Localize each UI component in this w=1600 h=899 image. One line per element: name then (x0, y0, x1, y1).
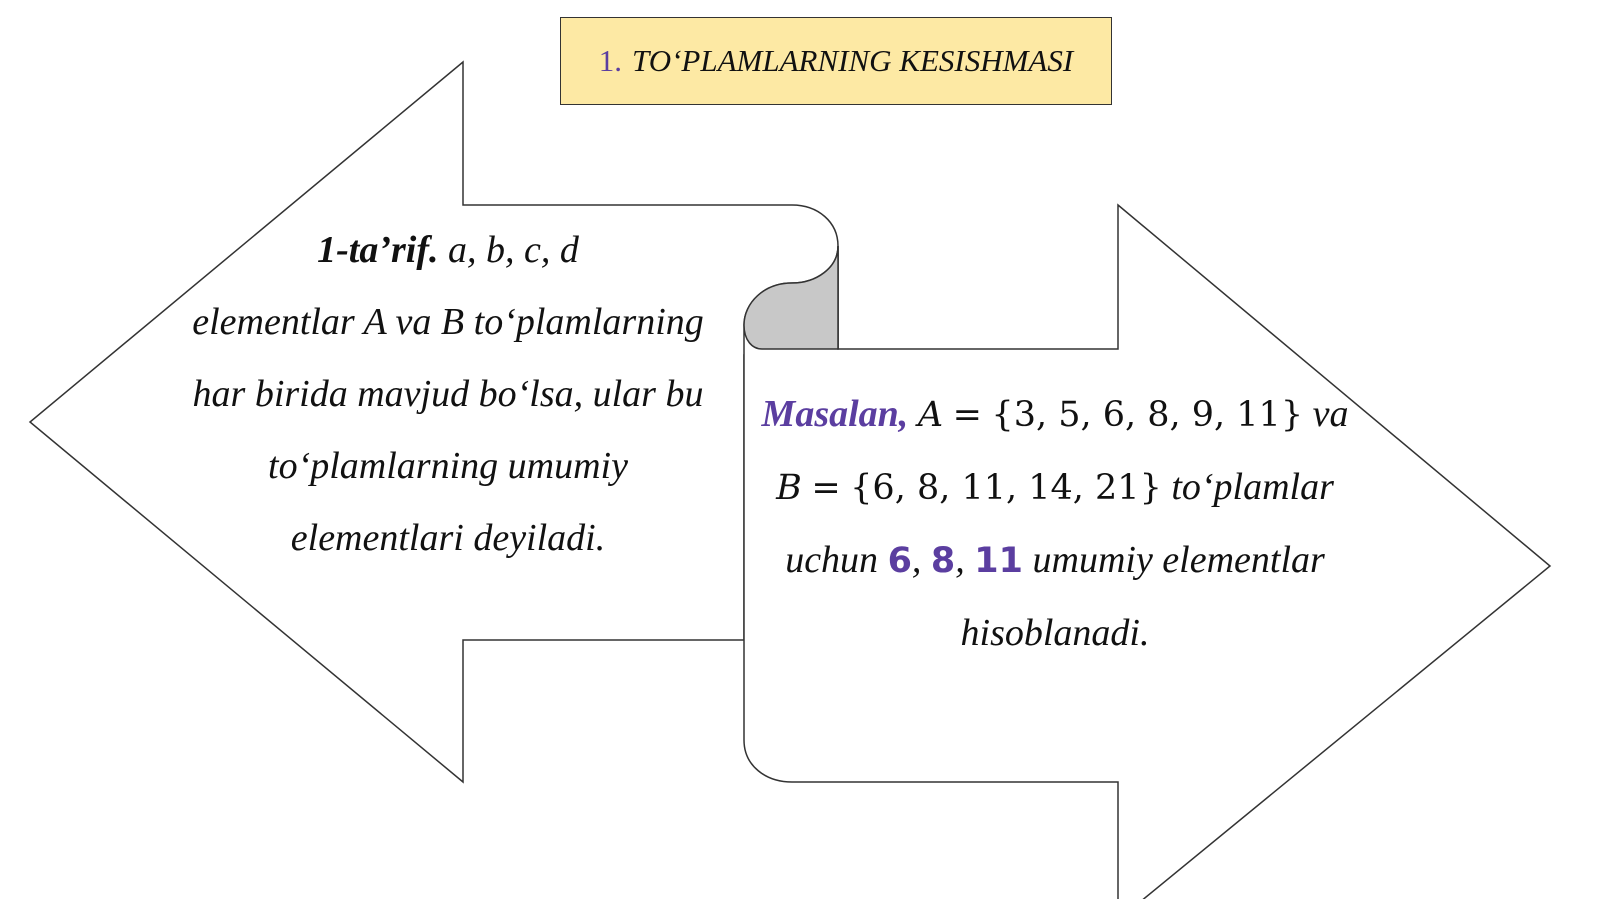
definition-variables: a, b, c, d (448, 229, 579, 271)
set-a-values: {3, 5, 6, 8, 9, 11} (991, 395, 1304, 435)
common-element-2: 8 (930, 541, 956, 581)
comma-1: , (911, 539, 922, 581)
set-b-values: {6, 8, 11, 14, 21} (850, 468, 1162, 508)
example-line-4: hisoblanadi. (960, 612, 1150, 654)
title-number: 1. (598, 43, 623, 78)
definition-line-2: elementlar A va B to‘plamlarning (192, 301, 704, 343)
conjunction-va: va (1312, 393, 1349, 435)
equals-sign-b: = (811, 468, 841, 508)
common-element-1: 6 (887, 541, 912, 581)
definition-line-3: har birida mavjud bo‘lsa, ular bu (192, 373, 704, 415)
definition-line-5: elementlari deyiladi. (290, 517, 606, 559)
uchun-word: uchun (785, 539, 879, 581)
comma-2: , (955, 539, 965, 581)
definition-text (168, 214, 728, 574)
definition-line-4: to‘plamlarning umumiy (268, 445, 628, 487)
example-line-3 (760, 524, 1350, 597)
example-text (760, 378, 1350, 669)
title-box (560, 17, 1112, 105)
set-b-name: B (776, 468, 802, 508)
umumiy-elementlar: umumiy elementlar (1032, 539, 1325, 581)
example-line-1 (760, 378, 1350, 451)
set-a-name: A (917, 395, 944, 435)
title-text: TO‘PLAMLARNING KESISHMASI (632, 43, 1074, 78)
common-element-3: 11 (974, 541, 1023, 581)
definition-label: 1-ta’rif. (317, 229, 439, 271)
definition-line-1 (168, 214, 728, 286)
equals-sign: = (952, 395, 982, 435)
example-label: Masalan, (761, 393, 909, 435)
example-line-2 (760, 451, 1350, 524)
toplamlar-word: to‘plamlar (1171, 466, 1334, 508)
